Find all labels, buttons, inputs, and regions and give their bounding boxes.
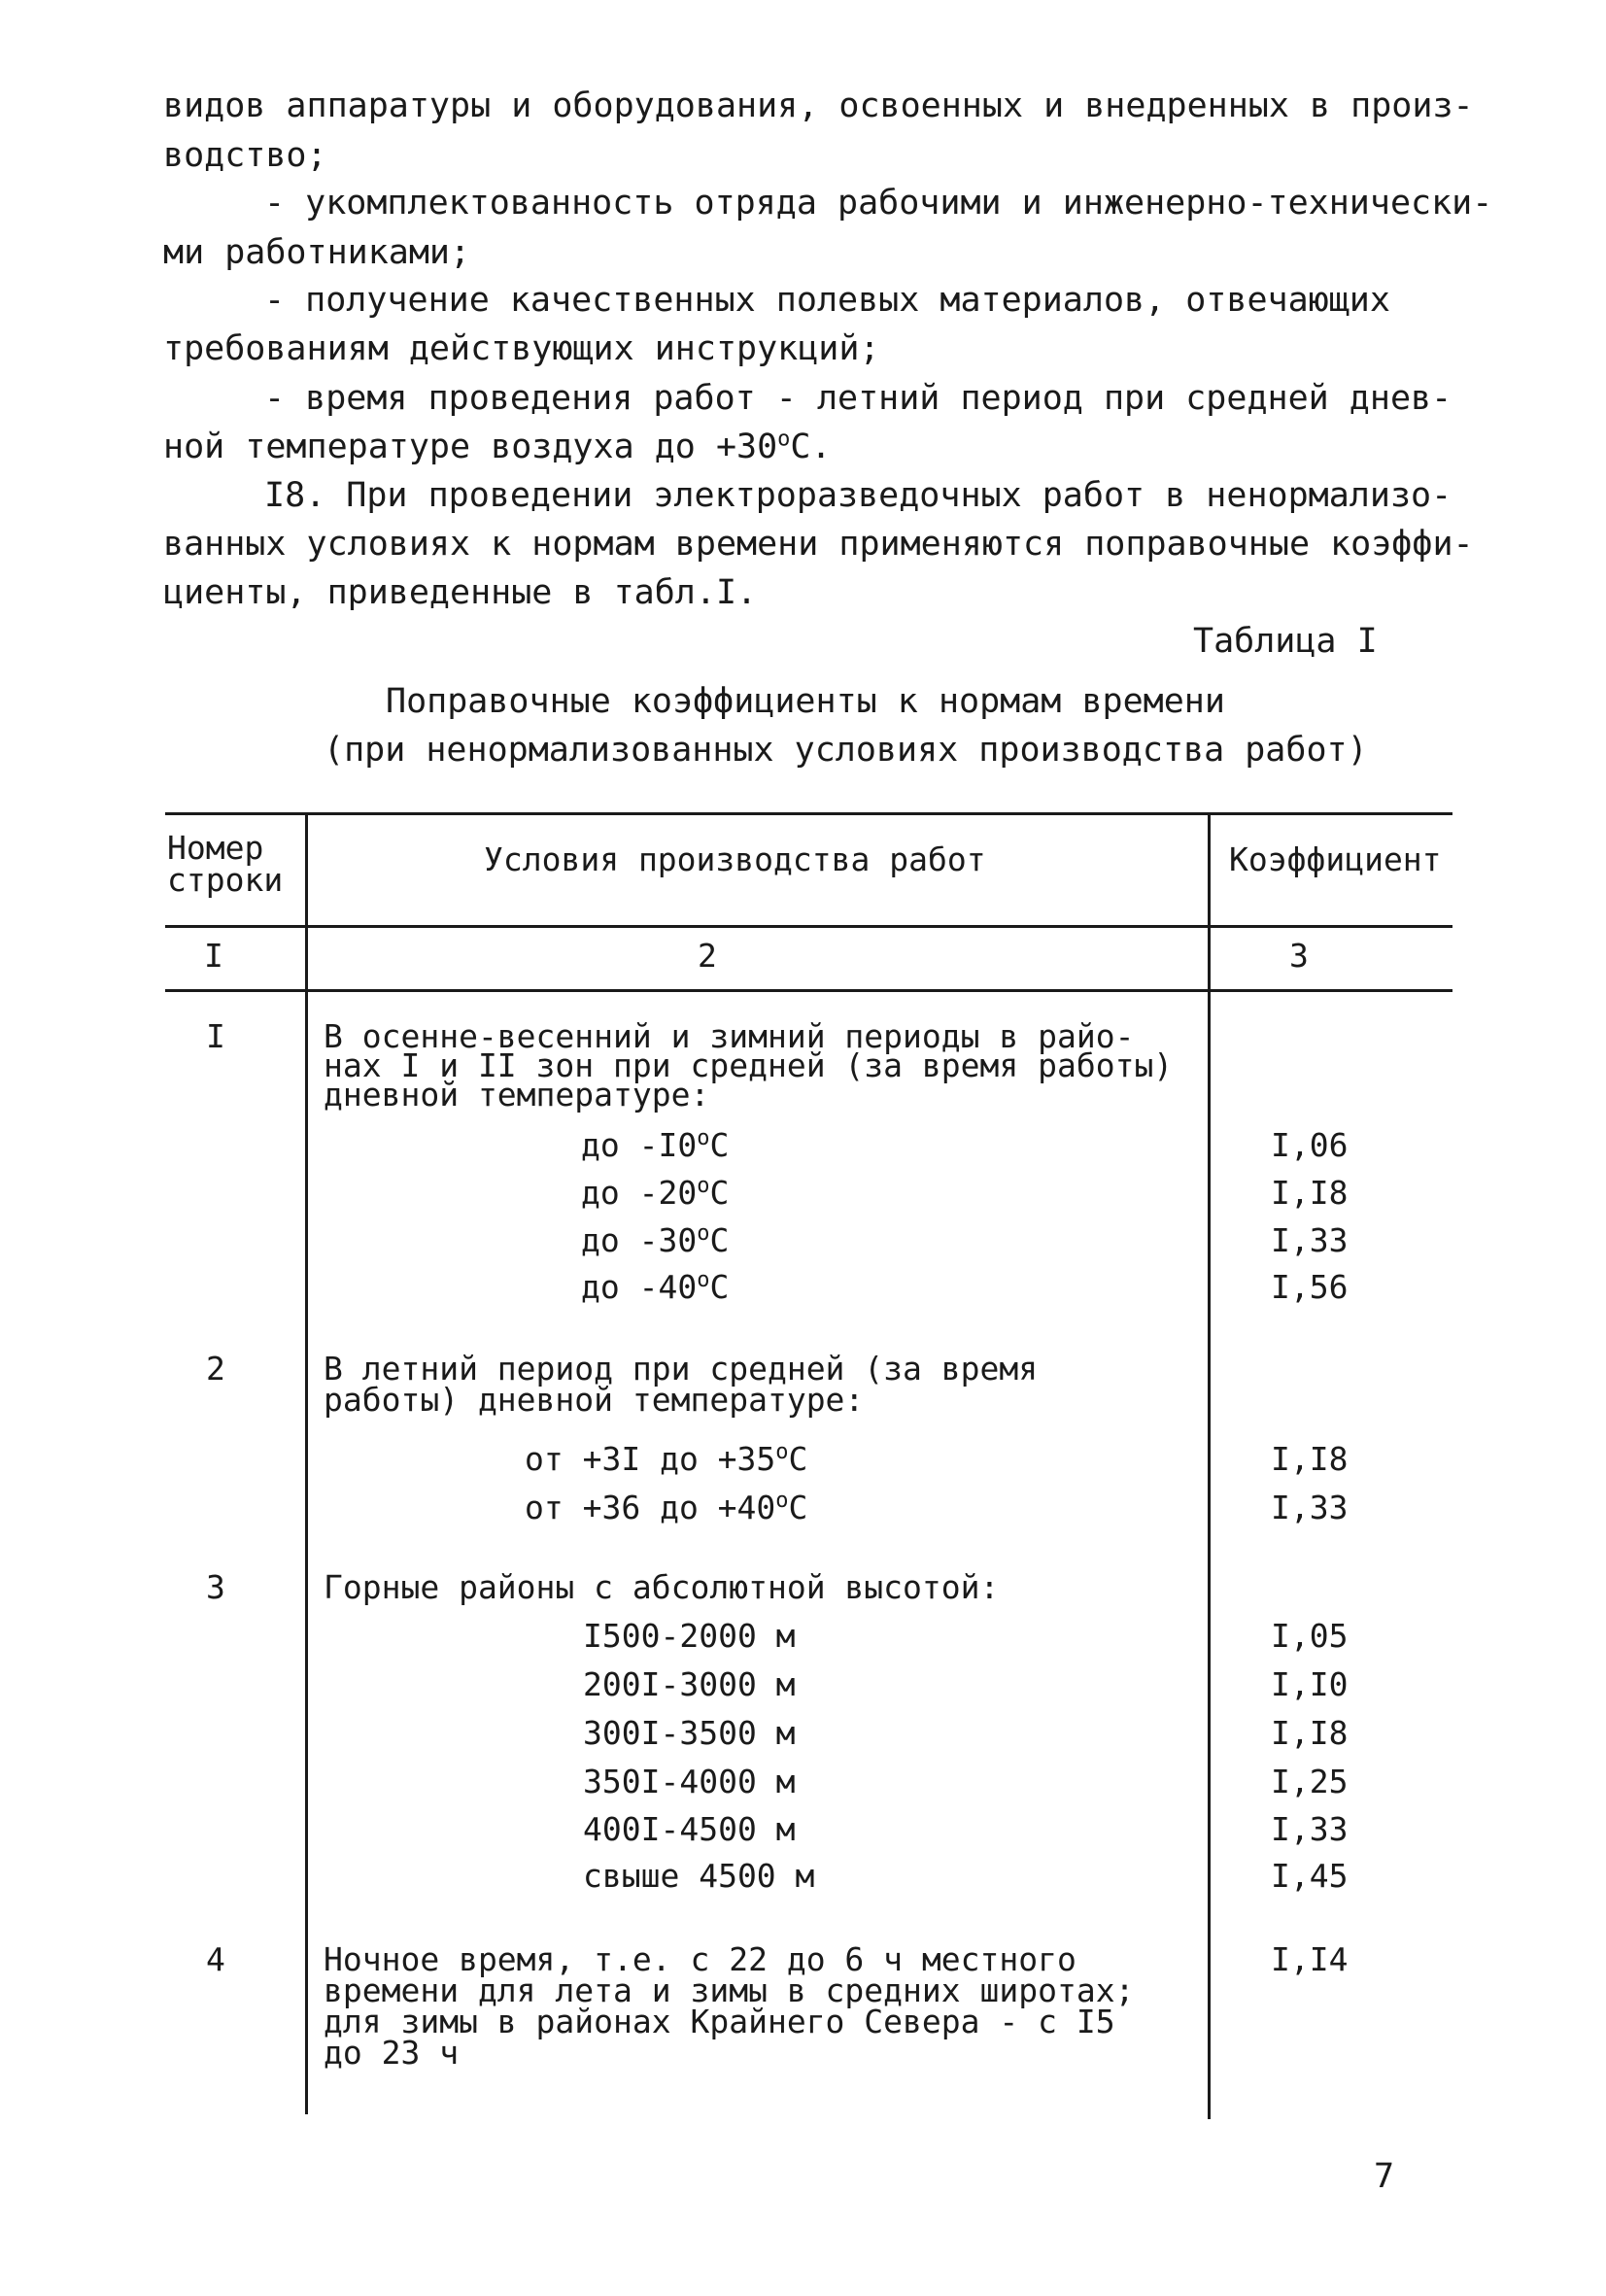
condition-item: [525, 1491, 807, 1524]
col-number-2: 2: [698, 937, 717, 975]
condition-item: свыше 4500 м: [583, 1857, 815, 1895]
condition-text: С: [788, 1440, 808, 1478]
condition-text: до -40: [581, 1268, 698, 1306]
condition-item: [525, 1440, 808, 1478]
condition-item: 400I-4500 м: [583, 1810, 796, 1848]
body-line: [163, 427, 832, 466]
row-description-line: работы) дневной температуре:: [324, 1381, 865, 1419]
condition-item: 300I-3500 м: [583, 1714, 796, 1752]
coefficient-value: I,56: [1271, 1268, 1349, 1306]
degree-sign: о: [697, 1221, 710, 1246]
condition-text: до -30: [581, 1221, 698, 1259]
row-number: I: [206, 1017, 225, 1055]
degree-sign: о: [775, 1440, 789, 1464]
coefficient-value: I,05: [1271, 1617, 1349, 1655]
row-description-line: Ночное время, т.е. с 22 до 6 ч местного: [324, 1940, 1076, 1978]
body-line: видов аппаратуры и оборудования, освоенных и внедренных в произ-: [163, 86, 1474, 125]
body-line: водство;: [163, 136, 327, 175]
coefficient-value: I,33: [1271, 1810, 1349, 1848]
body-text: С.: [790, 428, 832, 466]
row-description-line: нах I и II зон при средней (за время работы): [324, 1046, 1174, 1084]
degree-sign: о: [777, 427, 791, 452]
row-description-line: до 23 ч: [324, 2034, 460, 2072]
coefficient-value: I,33: [1271, 1221, 1349, 1259]
row-description-line: В осенне-весенний и зимний периоды в райо-: [324, 1017, 1135, 1055]
table-rule-col2: [1208, 812, 1211, 2119]
table-subtitle: (при ненормализованных условиях производства работ): [324, 731, 1368, 770]
condition-item: [581, 1268, 730, 1306]
table-rule-header: [165, 925, 1452, 928]
condition-text: до -I0: [581, 1126, 698, 1164]
condition-item: 200I-3000 м: [583, 1665, 796, 1703]
coefficient-value: I,25: [1271, 1763, 1349, 1800]
header-number-line2: строки: [167, 861, 284, 899]
condition-item: [581, 1126, 730, 1164]
row-number: 2: [206, 1350, 225, 1388]
row-number: 3: [206, 1568, 225, 1606]
col-number-3: 3: [1289, 937, 1309, 975]
body-line: - укомплектованность отряда рабочими и инженерно-технически-: [264, 184, 1493, 223]
body-line: I8. При проведении электроразведочных работ в ненормализо-: [264, 476, 1452, 515]
table-rule-numbers: [165, 989, 1452, 992]
body-line: требованиям действующих инструкций;: [163, 329, 880, 368]
condition-text: до -20: [581, 1174, 698, 1212]
coefficient-value: I,06: [1271, 1126, 1349, 1164]
coefficient-value: I,45: [1271, 1857, 1349, 1895]
header-number-line1: Номер: [167, 829, 264, 867]
row-description-line: дневной температуре:: [324, 1076, 710, 1114]
row-description-line: времени для лета и зимы в средних широтах;: [324, 1971, 1135, 2009]
condition-text: С: [709, 1174, 730, 1212]
table-title: Поправочные коэффициенты к нормам времени: [386, 682, 1225, 721]
condition-text: от +3I до +35: [525, 1440, 776, 1478]
condition-text: С: [709, 1126, 730, 1164]
condition-text: от +36 до +40: [525, 1489, 776, 1526]
coefficient-value: I,I8: [1271, 1440, 1349, 1478]
condition-text: С: [788, 1489, 808, 1526]
degree-sign: о: [697, 1268, 710, 1292]
degree-sign: о: [775, 1489, 789, 1513]
body-line: ми работниками;: [163, 233, 471, 272]
table-label: Таблица I: [1193, 622, 1378, 661]
row-number: 4: [206, 1940, 225, 1978]
table-rule-col1: [305, 812, 308, 2114]
header-coefficient: Коэффициент: [1229, 840, 1442, 878]
coefficient-value: I,I8: [1271, 1174, 1349, 1212]
coefficient-value: I,I8: [1271, 1714, 1349, 1752]
condition-item: [581, 1221, 730, 1259]
condition-item: [581, 1174, 730, 1212]
condition-text: С: [709, 1268, 730, 1306]
coefficient-value: I,I4: [1271, 1940, 1349, 1978]
table-rule-top: [165, 812, 1452, 815]
degree-sign: о: [697, 1126, 710, 1150]
body-line: - время проведения работ - летний период при средней днев-: [264, 379, 1452, 418]
header-conditions: Условия производства работ: [484, 840, 986, 878]
condition-item: 350I-4000 м: [583, 1763, 796, 1800]
degree-sign: о: [697, 1174, 710, 1198]
body-line: циенты, приведенные в табл.I.: [163, 573, 758, 612]
row-description-line: для зимы в районах Крайнего Севера - с I5: [324, 2003, 1115, 2040]
coefficient-value: I,33: [1271, 1489, 1349, 1526]
body-line: ванных условиях к нормам времени применяются поправочные коэффи-: [163, 525, 1474, 564]
col-number-1: I: [204, 937, 223, 975]
row-description-line: Горные районы с абсолютной высотой:: [324, 1568, 1000, 1606]
condition-item: I500-2000 м: [583, 1617, 796, 1655]
row-description-line: В летний период при средней (за время: [324, 1350, 1039, 1388]
body-line: - получение качественных полевых материалов, отвечающих: [264, 281, 1390, 320]
page-number: 7: [1374, 2157, 1395, 2196]
coefficient-value: I,I0: [1271, 1665, 1349, 1703]
body-text: ной температуре воздуха до +30: [163, 428, 778, 466]
condition-text: С: [709, 1221, 730, 1259]
